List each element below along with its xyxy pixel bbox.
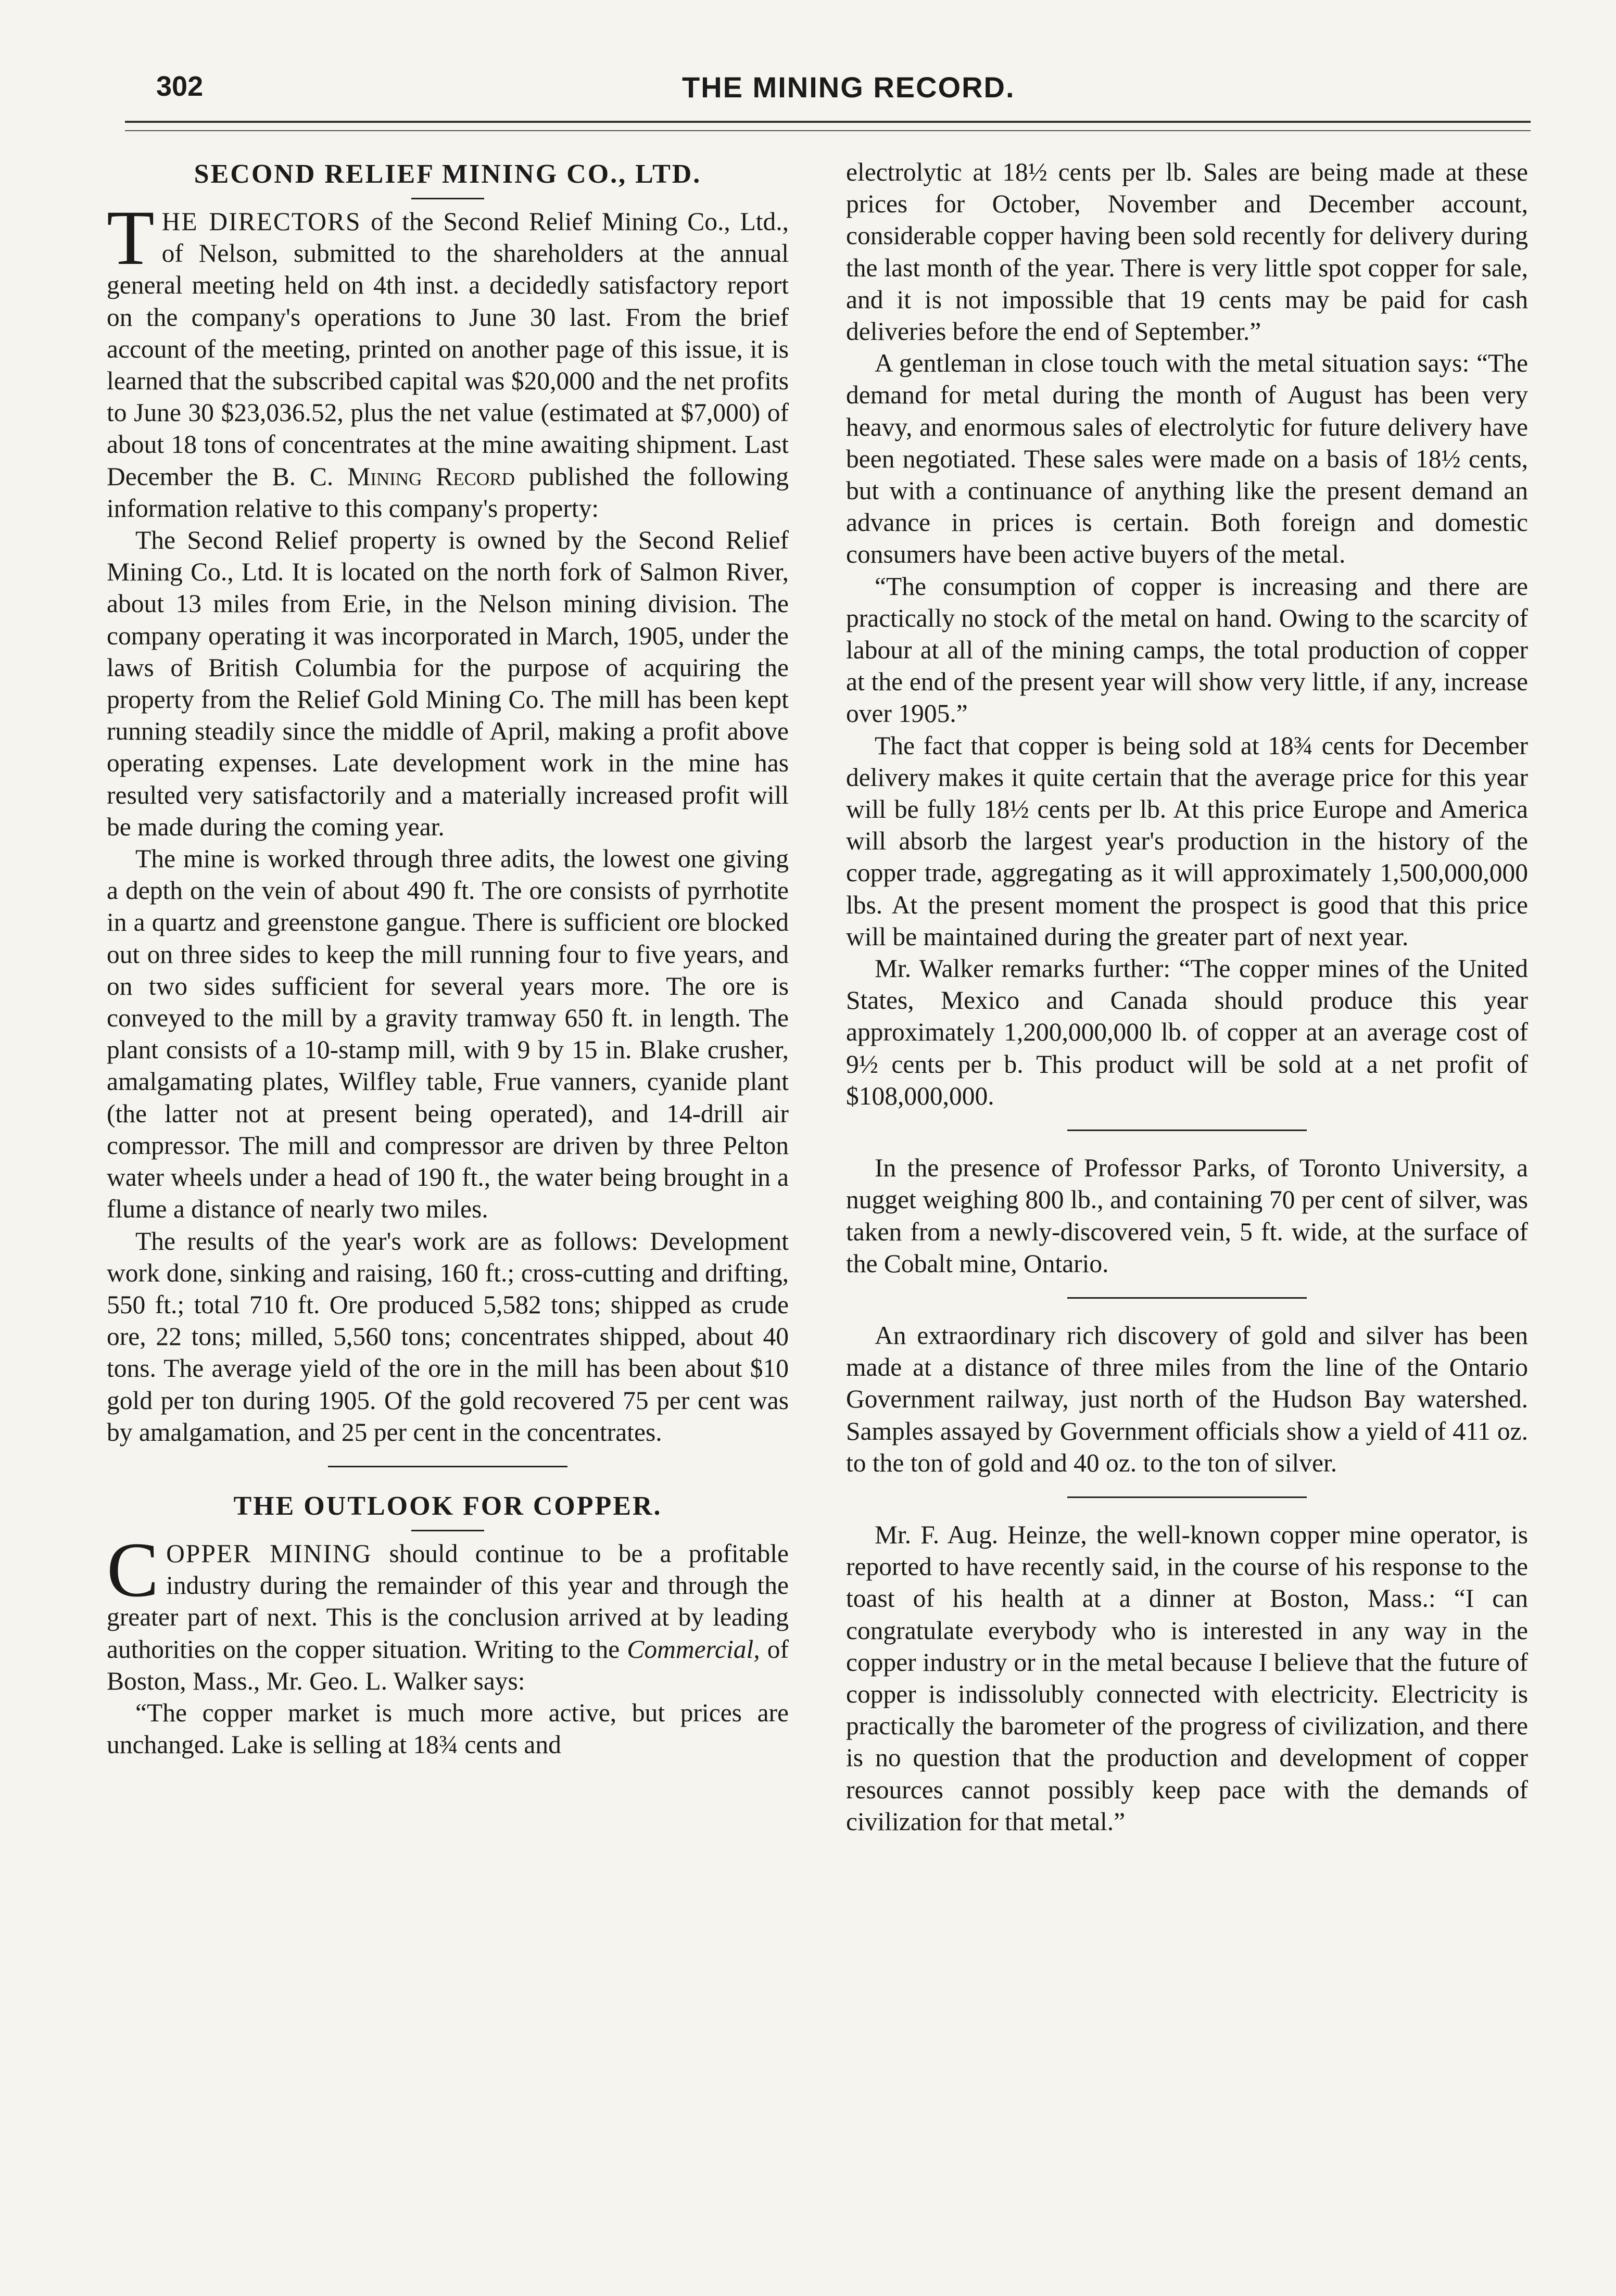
header-rule-secondary [125, 130, 1531, 131]
article-second-relief [107, 156, 789, 1448]
article-paragraph: “The copper market is much more active, but prices are unchanged. Lake is selling at 18¾ cents and [107, 1698, 789, 1759]
title-rule [411, 1530, 484, 1531]
paragraph-text: published the following information relative to this company's property: [107, 462, 789, 523]
separator-rule [1067, 1297, 1307, 1299]
article-paragraph: electrolytic at 18½ cents per lb. Sales are being made at these prices for October, November and December account, considerable copper having been sold recently for delivery during the last month of the year. There is very little spot copper for sale, and it is not impossible that 19 cents may be paid for cash deliveries before the end of September.” [846, 158, 1528, 346]
lead-caps: OPPER MINING [166, 1539, 372, 1568]
right-column [846, 156, 1528, 1837]
newspaper-name-italic: Commercial, [627, 1634, 760, 1664]
news-note: In the presence of Professor Parks, of Toronto University, a nugget weighing 800 lb., and containing 70 per cent of silver, was taken from a newly-discovered vein, 5 ft. wide, at the surface of the Cobalt mine, Ontario. [846, 1153, 1528, 1278]
title-rule [411, 198, 484, 199]
paragraph-text: should continue to be a profitable industry during the remainder of this year and through the greater part of next. This is the conclusion arrived at by leading authorities on the copper situation. Writing to the [107, 1539, 789, 1664]
news-note: Mr. F. Aug. Heinze, the well-known copper mine operator, is reported to have recently said, in the course of his response to the toast of his health at a dinner at Boston, Mass.: “I can congratulate everybody who is interested in any way in the copper industry or in the metal because I believe that the future of copper is indissolubly connected with electricity. Electricity is practically the barometer of the progress of civilization, and there is no question that the production and development of copper resources cannot possibly keep pace with the demands of civilization for that metal.” [846, 1520, 1528, 1836]
journal-name-smallcaps: Mining Record [347, 462, 515, 491]
news-note: An extraordinary rich discovery of gold and silver has been made at a distance of three miles from the line of the Ontario Government railway, just north of the Hudson Bay watershed. Samples assayed by Government officials show a yield of 411 oz. to the ton of gold and 40 oz. to the ton of silver. [846, 1321, 1528, 1477]
page-number: 302 [156, 71, 204, 102]
article-paragraph [107, 1526, 789, 1697]
separator-rule [328, 1466, 567, 1467]
article-paragraph: “The consumption of copper is increasing and there are practically no stock of the metal on hand. Owing to the scarcity of labour at all of the mining camps, the total production of copper at the end of the present year will show very little, if any, increase over 1905.” [846, 572, 1528, 728]
article-paragraph: The fact that copper is being sold at 18¾ cents for December delivery makes it quite certain that the average price for this year will be fully 18½ cents per lb. At this price Europe and America will absorb the largest year's production in the history of the copper trade, aggregating as it will approximately 1,500,000,000 lbs. At the present moment the prospect is good that this price will be maintained during the greater part of next year. [846, 731, 1528, 951]
paragraph-text: of Boston, Mass., Mr. Geo. L. Walker says: [107, 1634, 789, 1695]
separator-rule [1067, 1130, 1307, 1131]
journal-title: THE MINING RECORD. [682, 71, 1015, 104]
article-paragraph [107, 195, 789, 524]
page-header [156, 70, 1489, 112]
article-outlook-copper [107, 1488, 789, 1760]
article-title: THE OUTLOOK FOR COPPER. [233, 1491, 662, 1521]
drop-cap: C [107, 1526, 159, 1613]
article-paragraph: A gentleman in close touch with the metal situation says: “The demand for metal during the month of August has been very heavy, and enormous sales of electrolytic for future delivery have been negotiated. These sales were made on a basis of 18½ cents, but with a continuance of anything like the present demand an advance in prices is certain. Both foreign and domestic consumers have been active buyers of the metal. [846, 349, 1528, 569]
article-paragraph: The mine is worked through three adits, the lowest one giving a depth on the vein of about 490 ft. The ore consists of pyrrhotite in a quartz and greenstone gangue. There is sufficient ore blocked out on three sides to keep the mill running four to five years, and on two sides sufficient for several years more. The ore is conveyed to the mill by a gravity tramway 650 ft. in length. The plant consists of a 10-stamp mill, with 9 by 15 in. Blake crusher, amalgamating plates, Wilfley table, Frue vanners, cyanide plant (the latter not at present being operated), and 14-drill air compressor. The mill and compressor are driven by three Pelton water wheels under a head of 190 ft., the water being brought in a flume a distance of nearly two miles. [107, 844, 789, 1224]
article-paragraph: The results of the year's work are as follows: Development work done, sinking and raising, 160 ft.; cross-cutting and drifting, 550 ft.; total 710 ft. Ore produced 5,582 tons; shipped as crude ore, 22 tons; milled, 5,560 tons; concentrates shipped, about 40 tons. The average yield of the ore in the mill has been about $10 gold per ton during 1905. Of the gold recovered 75 per cent was by amalgamation, and 25 per cent in the concentrates. [107, 1226, 789, 1447]
lead-caps: HE DIRECTORS [161, 207, 361, 236]
paragraph-text: of the Second Relief Mining Co., Ltd., of Nelson, submitted to the shareholders at the annual general meeting held on 4th inst. a decidedly satisfactory report on the company's operations to June 30 last. From the brief account of the meeting, printed on another page of this issue, it is learned that the subscribed capital was $20,000 and the net profits to June 30 $23,036.52, plus the net value (estimated at $7,000) of about 18 tons of concentrates at the mine awaiting shipment. Last December the B. C. [107, 207, 789, 491]
separator-rule [1067, 1496, 1307, 1498]
left-column [107, 156, 789, 1760]
article-paragraph: The Second Relief property is owned by the Second Relief Mining Co., Ltd. It is located on the north fork of Salmon River, about 13 miles from Erie, in the Nelson mining division. The company operating it was incorporated in March, 1905, under the laws of British Columbia for the purpose of acquiring the property from the Relief Gold Mining Co. The mill has been kept running steadily since the middle of April, making a profit above operating expenses. Late development work in the mine has resulted very satisfactorily and a materially increased profit will be made during the coming year. [107, 526, 789, 841]
header-rule [125, 121, 1531, 123]
article-title: SECOND RELIEF MINING CO., LTD. [194, 159, 702, 189]
article-paragraph: Mr. Walker remarks further: “The copper mines of the United States, Mexico and Canada should produce this year approximately 1,200,000,000 lb. of copper at an average cost of 9½ cents per b. This product will be sold at a net profit of $108,000,000. [846, 954, 1528, 1110]
drop-cap: T [107, 195, 155, 281]
